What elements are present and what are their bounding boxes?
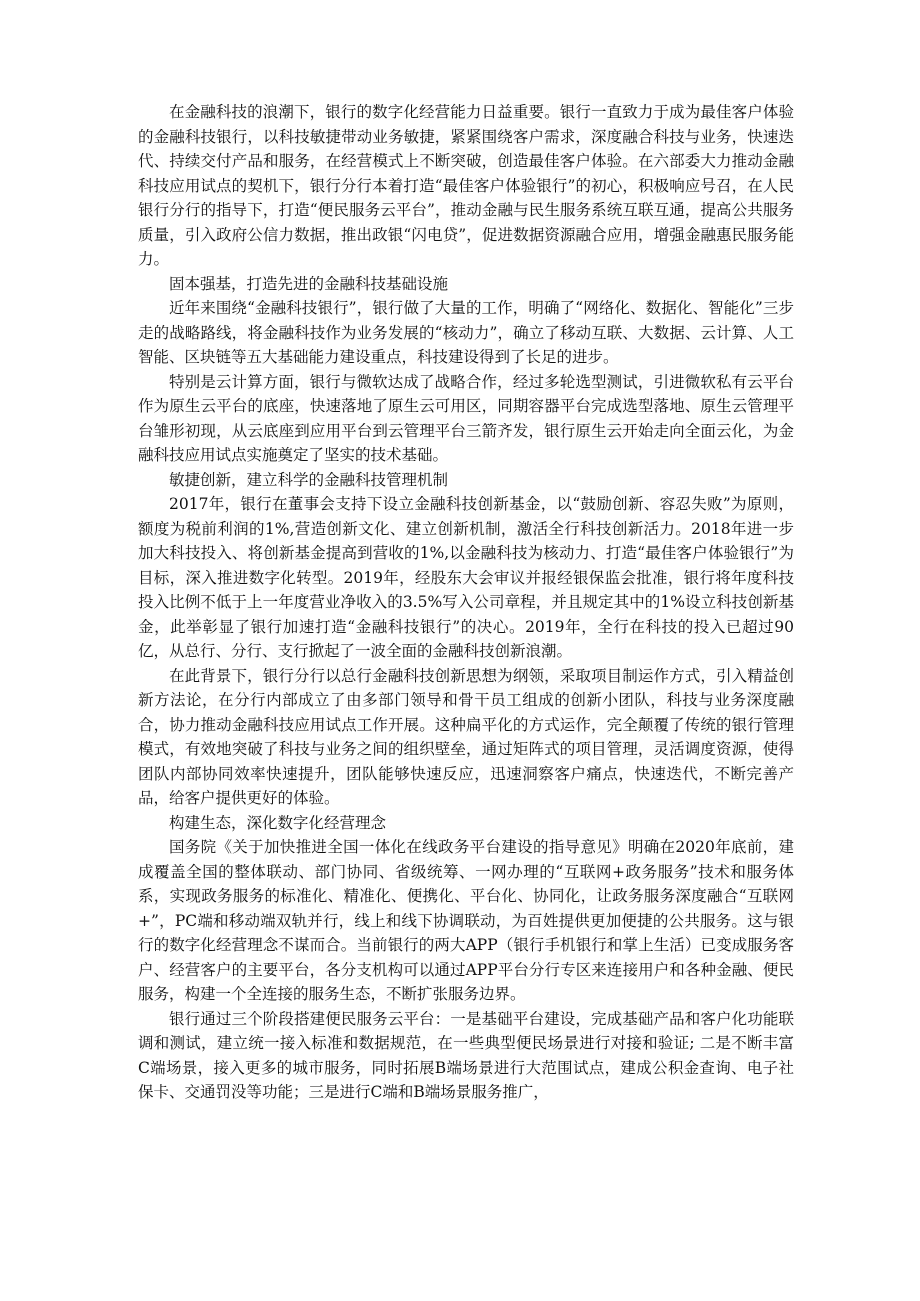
document-body [138,100,794,1105]
section-heading-management: 敏捷创新，建立科学的金融科技管理机制 [169,470,449,489]
innovation-fund-paragraph: 2017年，银行在董事会支持下设立金融科技创新基金，以“鼓励创新、容忍失败”为原则，额度为税前利润的1%,营造创新文化、建立创新机制，激活全行科技创新活力。2018年进一步加大科技投入、将创新基金提高到营收的1%,以金融科技为核动力、打造“最佳客户体验银行”为目标，深入推进数字化转型。2019年，经股东大会审议并报经银保监会批准，银行将年度科技投入比例不低于上一年度营业净收入的3.5%写入公司章程，并且规定其中的1%设立科技创新基金，此举彰显了银行加速打造“金融科技银行”的决心。2019年，全行在科技的投入已超过90亿，从总行、分行、支行掀起了一波全面的金融科技创新浪潮。 [138,495,794,660]
platform-stages-paragraph: 银行通过三个阶段搭建便民服务云平台：一是基础平台建设，完成基础产品和客户化功能联调和测试，建立统一接入标准和数据规范，在一些典型便民场景进行对接和验证; 二是不断丰富C端场景，接入更多的城市服务，同时拓展B端场景进行大范围试点，建成公积金查询、电子社保卡、交通罚没等功能；三是进行C端和B端场景服务推广， [138,1009,794,1101]
cloud-paragraph: 特别是云计算方面，银行与微软达成了战略合作，经过多轮选型测试，引进微软私有云平台作为原生云平台的底座，快速落地了原生云可用区，同期容器平台完成选型落地、原生云管理平台雏形初现，从云底座到应用平台到云管理平台三箭齐发，银行原生云开始走向全面云化，为金融科技应用试点实施奠定了坚实的技术基础。 [138,372,794,464]
section-heading-ecosystem: 构建生态，深化数字化经营理念 [169,813,387,832]
infrastructure-paragraph: 近年来围绕“金融科技银行”，银行做了大量的工作，明确了“网络化、数据化、智能化”三步走的战略路线，将金融科技作为业务发展的“核动力”，确立了移动互联、大数据、云计算、人工智能、区块链等五大基础能力建设重点，科技建设得到了长足的进步。 [138,299,794,366]
government-service-paragraph: 国务院《关于加快推进全国一体化在线政务平台建设的指导意见》明确在2020年底前，建成覆盖全国的整体联动、部门协同、省级统筹、一网办理的“互联网+政务服务”技术和服务体系，实现政务服务的标准化、精准化、便携化、平台化、协同化，让政务服务深度融合“互联网+”，PC端和移动端双轨并行，线上和线下协调联动，为百姓提供更加便捷的公共服务。这与银行的数字化经营理念不谋而合。当前银行的两大APP（银行手机银行和掌上生活）已变成服务客户、经营客户的主要平台，各分支机构可以通过APP平台分行专区来连接用户和各种金融、便民服务，构建一个全连接的服务生态，不断扩张服务边界。 [138,838,794,1003]
branch-team-paragraph: 在此背景下，银行分行以总行金融科技创新思想为纲领，采取项目制运作方式，引入精益创新方法论，在分行内部成立了由多部门领导和骨干员工组成的创新小团队，科技与业务深度融合，协力推动金融科技应用试点工作开展。这种扁平化的方式运作，完全颠覆了传统的银行管理模式，有效地突破了科技与业务之间的组织壁垒，通过矩阵式的项目管理，灵活调度资源，使得团队内部协同效率快速提升，团队能够快速反应，迅速洞察客户痛点，快速迭代，不断完善产品，给客户提供更好的体验。 [138,666,794,807]
intro-paragraph: 在金融科技的浪潮下，银行的数字化经营能力日益重要。银行一直致力于成为最佳客户体验的金融科技银行，以科技敏捷带动业务敏捷，紧紧围绕客户需求，深度融合科技与业务，快速迭代、持续交付产品和服务，在经营模式上不断突破，创造最佳客户体验。在六部委大力推动金融科技应用试点的契机下，银行分行本着打造“最佳客户体验银行”的初心，积极响应号召，在人民银行分行的指导下，打造“便民服务云平台”，推动金融与民生服务系统互联互通，提高公共服务质量，引入政府公信力数据，推出政银“闪电贷”，促进数据资源融合应用，增强金融惠民服务能力。 [138,103,794,268]
section-heading-infrastructure: 固本强基，打造先进的金融科技基础设施 [169,274,449,293]
